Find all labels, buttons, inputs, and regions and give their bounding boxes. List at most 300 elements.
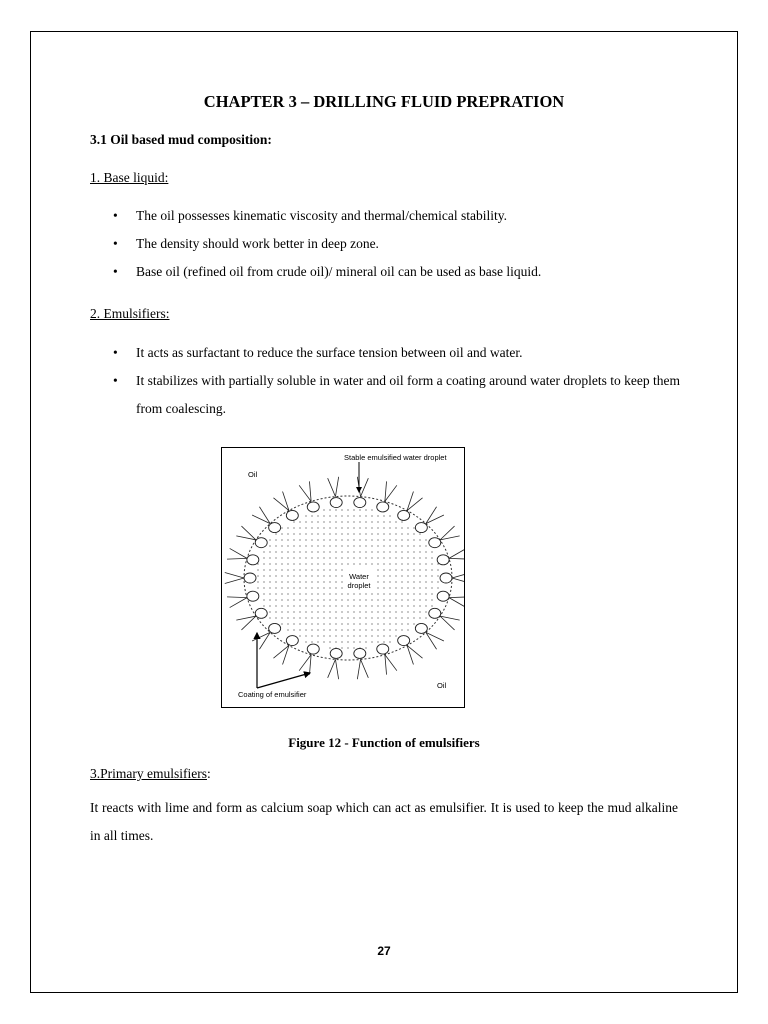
water-dot bbox=[317, 611, 318, 612]
water-dot bbox=[311, 575, 312, 576]
water-dot bbox=[371, 521, 372, 522]
water-dot bbox=[419, 539, 420, 540]
emulsifier-tail bbox=[225, 572, 244, 578]
water-dot bbox=[287, 539, 288, 540]
water-dot bbox=[419, 575, 420, 576]
water-dot bbox=[353, 629, 354, 630]
water-dot bbox=[299, 545, 300, 546]
water-dot bbox=[365, 533, 366, 534]
water-dot bbox=[389, 557, 390, 558]
water-dot bbox=[431, 605, 432, 606]
emulsifier-tail bbox=[227, 558, 247, 559]
water-dot bbox=[377, 629, 378, 630]
water-dot bbox=[431, 551, 432, 552]
water-dot bbox=[389, 623, 390, 624]
water-dot bbox=[383, 623, 384, 624]
water-dot bbox=[341, 527, 342, 528]
water-dot bbox=[305, 527, 306, 528]
water-dot bbox=[341, 581, 342, 582]
water-dot bbox=[287, 581, 288, 582]
water-dot bbox=[353, 557, 354, 558]
emulsifier-tail bbox=[440, 616, 460, 620]
water-dot bbox=[359, 509, 360, 510]
water-dot bbox=[383, 617, 384, 618]
water-dot bbox=[377, 641, 378, 642]
emulsifier-tail bbox=[309, 481, 311, 501]
water-dot bbox=[263, 557, 264, 558]
water-dot bbox=[275, 539, 276, 540]
water-dot bbox=[389, 545, 390, 546]
water-dot bbox=[365, 599, 366, 600]
water-dot bbox=[341, 641, 342, 642]
emulsifier-head bbox=[429, 538, 441, 548]
emulsifiers-bullet-1: It acts as surfactant to reduce the surface tension between oil and water. bbox=[136, 345, 523, 360]
water-dot bbox=[281, 575, 282, 576]
water-dot bbox=[401, 611, 402, 612]
water-dot bbox=[299, 533, 300, 534]
emulsifier-tail bbox=[230, 598, 247, 608]
water-dot bbox=[305, 533, 306, 534]
water-dot bbox=[371, 629, 372, 630]
water-dot bbox=[287, 587, 288, 588]
figure-label-coating: Coating of emulsifier bbox=[238, 690, 307, 699]
water-dot bbox=[287, 599, 288, 600]
water-dot bbox=[395, 629, 396, 630]
water-dot bbox=[275, 611, 276, 612]
water-dot bbox=[269, 611, 270, 612]
water-dot bbox=[365, 509, 366, 510]
water-dot bbox=[371, 557, 372, 558]
water-dot bbox=[323, 641, 324, 642]
water-dot bbox=[371, 509, 372, 510]
water-dot bbox=[293, 599, 294, 600]
water-dot bbox=[413, 527, 414, 528]
water-dot bbox=[359, 551, 360, 552]
water-dot bbox=[353, 617, 354, 618]
water-dot bbox=[383, 515, 384, 516]
water-dot bbox=[347, 599, 348, 600]
water-dot bbox=[317, 563, 318, 564]
water-dot bbox=[353, 521, 354, 522]
water-dot bbox=[335, 623, 336, 624]
water-dot bbox=[383, 533, 384, 534]
water-dot bbox=[317, 545, 318, 546]
water-dot bbox=[395, 581, 396, 582]
water-dot bbox=[275, 533, 276, 534]
water-dot bbox=[311, 641, 312, 642]
emulsifier-tail bbox=[385, 655, 397, 671]
water-dot bbox=[377, 635, 378, 636]
water-dot bbox=[311, 617, 312, 618]
water-dot bbox=[323, 599, 324, 600]
water-dot bbox=[335, 527, 336, 528]
water-dot bbox=[341, 599, 342, 600]
water-dot bbox=[413, 533, 414, 534]
water-dot bbox=[323, 539, 324, 540]
water-dot bbox=[383, 545, 384, 546]
water-dot bbox=[407, 539, 408, 540]
water-dot bbox=[287, 617, 288, 618]
water-dot bbox=[341, 605, 342, 606]
water-dot bbox=[395, 599, 396, 600]
water-dot bbox=[329, 581, 330, 582]
water-dot bbox=[347, 527, 348, 528]
water-dot bbox=[383, 521, 384, 522]
water-dot bbox=[359, 539, 360, 540]
water-dot bbox=[311, 623, 312, 624]
water-dot bbox=[305, 587, 306, 588]
water-dot bbox=[413, 611, 414, 612]
water-dot bbox=[347, 563, 348, 564]
emulsifier-head bbox=[286, 510, 298, 520]
water-dot bbox=[335, 641, 336, 642]
water-dot bbox=[401, 587, 402, 588]
water-dot bbox=[335, 605, 336, 606]
water-dot bbox=[311, 611, 312, 612]
water-dot bbox=[389, 611, 390, 612]
water-dot bbox=[407, 629, 408, 630]
water-dot bbox=[371, 599, 372, 600]
water-dot bbox=[335, 617, 336, 618]
water-dot bbox=[383, 593, 384, 594]
water-dot bbox=[401, 575, 402, 576]
water-dot bbox=[299, 629, 300, 630]
water-dot bbox=[353, 527, 354, 528]
water-dot bbox=[317, 599, 318, 600]
water-dot bbox=[329, 539, 330, 540]
water-dot bbox=[377, 569, 378, 570]
water-dot bbox=[293, 569, 294, 570]
water-dot bbox=[395, 611, 396, 612]
water-dot bbox=[359, 593, 360, 594]
water-dot bbox=[269, 599, 270, 600]
water-dot bbox=[383, 587, 384, 588]
water-dot bbox=[269, 557, 270, 558]
emulsifier-head bbox=[269, 623, 281, 633]
water-dot bbox=[371, 641, 372, 642]
water-dot bbox=[365, 635, 366, 636]
emulsifier-head bbox=[247, 555, 259, 565]
water-dot bbox=[329, 557, 330, 558]
water-dot bbox=[293, 587, 294, 588]
emulsifier-tail bbox=[241, 526, 255, 540]
water-dot bbox=[299, 527, 300, 528]
water-dot bbox=[365, 647, 366, 648]
water-dot bbox=[419, 593, 420, 594]
water-dot bbox=[365, 623, 366, 624]
water-dot bbox=[347, 593, 348, 594]
water-dot bbox=[431, 575, 432, 576]
water-dot bbox=[347, 521, 348, 522]
water-dot bbox=[383, 527, 384, 528]
water-dot bbox=[317, 533, 318, 534]
water-dot bbox=[395, 593, 396, 594]
emulsifier-tail bbox=[440, 616, 454, 630]
water-dot bbox=[419, 599, 420, 600]
water-dot bbox=[329, 545, 330, 546]
emulsifier-head bbox=[429, 608, 441, 618]
water-dot bbox=[359, 611, 360, 612]
water-dot bbox=[395, 623, 396, 624]
water-dot bbox=[281, 539, 282, 540]
water-dot bbox=[305, 539, 306, 540]
water-dot bbox=[425, 611, 426, 612]
water-dot bbox=[401, 539, 402, 540]
emulsifier-tail bbox=[309, 655, 311, 675]
water-dot bbox=[341, 635, 342, 636]
water-dot bbox=[341, 551, 342, 552]
water-dot bbox=[269, 605, 270, 606]
water-dot bbox=[335, 575, 336, 576]
water-dot bbox=[329, 629, 330, 630]
water-dot bbox=[281, 605, 282, 606]
water-dot bbox=[305, 629, 306, 630]
water-dot bbox=[317, 635, 318, 636]
water-dot bbox=[281, 593, 282, 594]
water-dot bbox=[305, 575, 306, 576]
primary-emulsifiers-colon: : bbox=[206, 766, 211, 781]
page-number: 27 bbox=[377, 944, 391, 958]
water-dot bbox=[323, 575, 324, 576]
water-dot bbox=[419, 569, 420, 570]
water-dot bbox=[293, 539, 294, 540]
water-dot bbox=[413, 581, 414, 582]
water-dot bbox=[293, 545, 294, 546]
water-dot bbox=[341, 521, 342, 522]
water-dot bbox=[305, 563, 306, 564]
section-heading: 3.1 Oil based mud composition: bbox=[90, 132, 272, 147]
water-dot bbox=[371, 551, 372, 552]
water-dot bbox=[371, 611, 372, 612]
water-dot bbox=[263, 605, 264, 606]
water-dot bbox=[359, 617, 360, 618]
water-dot bbox=[335, 581, 336, 582]
primary-emulsifiers-heading-wrap bbox=[90, 766, 211, 782]
water-dot bbox=[317, 527, 318, 528]
water-dot bbox=[419, 545, 420, 546]
water-dot bbox=[257, 569, 258, 570]
water-dot bbox=[299, 593, 300, 594]
water-dot bbox=[377, 605, 378, 606]
water-dot bbox=[419, 533, 420, 534]
water-dot bbox=[353, 539, 354, 540]
water-dot bbox=[377, 581, 378, 582]
water-dot bbox=[311, 557, 312, 558]
water-dot bbox=[293, 521, 294, 522]
water-dot bbox=[353, 593, 354, 594]
water-dot bbox=[317, 629, 318, 630]
water-dot bbox=[377, 563, 378, 564]
water-dot bbox=[269, 593, 270, 594]
water-dot bbox=[389, 551, 390, 552]
water-dot bbox=[281, 581, 282, 582]
water-dot bbox=[299, 539, 300, 540]
water-dot bbox=[437, 575, 438, 576]
water-dot bbox=[263, 569, 264, 570]
emulsifier-tail bbox=[361, 659, 369, 677]
water-dot bbox=[341, 593, 342, 594]
water-dot bbox=[335, 635, 336, 636]
water-dot bbox=[281, 563, 282, 564]
water-dot bbox=[341, 575, 342, 576]
water-dot bbox=[371, 635, 372, 636]
water-dot bbox=[425, 569, 426, 570]
water-dot bbox=[407, 533, 408, 534]
water-dot bbox=[407, 599, 408, 600]
water-dot bbox=[329, 641, 330, 642]
emulsifier-tail bbox=[335, 477, 338, 497]
water-dot bbox=[329, 593, 330, 594]
water-dot bbox=[299, 611, 300, 612]
water-dot bbox=[317, 587, 318, 588]
water-dot bbox=[311, 605, 312, 606]
water-dot bbox=[275, 605, 276, 606]
water-dot bbox=[269, 539, 270, 540]
water-dot bbox=[383, 563, 384, 564]
water-dot bbox=[305, 557, 306, 558]
water-dot bbox=[323, 563, 324, 564]
base-liquid-bullet-3: Base oil (refined oil from crude oil)/ mineral oil can be used as base liquid. bbox=[136, 264, 542, 279]
emulsifier-figure bbox=[221, 447, 465, 708]
water-dot bbox=[395, 545, 396, 546]
water-dot bbox=[413, 551, 414, 552]
water-dot bbox=[389, 629, 390, 630]
water-dot bbox=[347, 617, 348, 618]
emulsifier-head bbox=[244, 573, 256, 583]
emulsifier-tail bbox=[328, 478, 336, 496]
water-dot bbox=[275, 599, 276, 600]
bullet-marker: • bbox=[113, 264, 118, 279]
water-dot bbox=[311, 515, 312, 516]
water-dot bbox=[341, 563, 342, 564]
emulsifier-head bbox=[286, 636, 298, 646]
water-dot bbox=[329, 563, 330, 564]
water-dot bbox=[317, 581, 318, 582]
emulsifier-head bbox=[330, 498, 342, 508]
water-dot bbox=[425, 581, 426, 582]
water-dot bbox=[317, 617, 318, 618]
water-dot bbox=[425, 617, 426, 618]
water-dot bbox=[281, 587, 282, 588]
emulsifier-head bbox=[330, 648, 342, 658]
figure-label-top: Stable emulsified water droplet bbox=[344, 453, 447, 462]
water-dot bbox=[395, 569, 396, 570]
water-dot bbox=[323, 593, 324, 594]
water-dot bbox=[347, 551, 348, 552]
emulsifier-tail bbox=[299, 485, 311, 501]
water-dot bbox=[341, 611, 342, 612]
water-dot bbox=[257, 581, 258, 582]
water-dot bbox=[311, 545, 312, 546]
water-dot bbox=[371, 605, 372, 606]
coating-arrow-diag bbox=[257, 673, 310, 688]
water-dot bbox=[431, 557, 432, 558]
water-dot bbox=[407, 551, 408, 552]
water-dot bbox=[359, 527, 360, 528]
water-dot bbox=[431, 599, 432, 600]
water-dot bbox=[323, 629, 324, 630]
emulsifier-tail bbox=[440, 536, 460, 540]
water-dot bbox=[257, 587, 258, 588]
emulsifier-tail bbox=[449, 598, 464, 608]
water-dot bbox=[335, 539, 336, 540]
water-dot bbox=[389, 587, 390, 588]
water-dot bbox=[365, 557, 366, 558]
bullet-marker: • bbox=[113, 208, 118, 223]
water-dot bbox=[293, 611, 294, 612]
water-dot bbox=[311, 629, 312, 630]
water-dot bbox=[353, 623, 354, 624]
water-dot bbox=[419, 605, 420, 606]
water-dot bbox=[413, 599, 414, 600]
water-dot bbox=[341, 647, 342, 648]
water-dot bbox=[335, 569, 336, 570]
water-dot bbox=[347, 647, 348, 648]
water-dot bbox=[329, 623, 330, 624]
water-dot bbox=[377, 515, 378, 516]
water-dot bbox=[311, 551, 312, 552]
water-dot bbox=[269, 569, 270, 570]
water-dot bbox=[335, 515, 336, 516]
water-dot bbox=[341, 515, 342, 516]
water-dot bbox=[413, 587, 414, 588]
water-dot bbox=[425, 539, 426, 540]
water-dot bbox=[407, 623, 408, 624]
water-dot bbox=[353, 563, 354, 564]
water-dot bbox=[281, 599, 282, 600]
water-dot bbox=[341, 587, 342, 588]
emulsifier-head bbox=[255, 608, 267, 618]
emulsifier-head bbox=[437, 555, 449, 565]
water-dot bbox=[299, 623, 300, 624]
water-dot bbox=[389, 563, 390, 564]
water-dot bbox=[299, 521, 300, 522]
water-dot bbox=[305, 611, 306, 612]
water-dot bbox=[275, 581, 276, 582]
water-dot bbox=[287, 629, 288, 630]
water-dot bbox=[293, 593, 294, 594]
water-dot bbox=[287, 545, 288, 546]
emulsifier-tail bbox=[227, 597, 247, 598]
water-dot bbox=[335, 557, 336, 558]
water-dot bbox=[305, 515, 306, 516]
water-dot bbox=[305, 521, 306, 522]
water-dot bbox=[287, 533, 288, 534]
bullet-marker: • bbox=[113, 236, 118, 251]
water-dot bbox=[281, 557, 282, 558]
water-dot bbox=[335, 545, 336, 546]
water-dot bbox=[329, 611, 330, 612]
water-dot bbox=[335, 509, 336, 510]
water-dot bbox=[413, 617, 414, 618]
water-dot bbox=[389, 617, 390, 618]
water-dot bbox=[317, 557, 318, 558]
water-dot bbox=[419, 551, 420, 552]
water-dot bbox=[311, 587, 312, 588]
water-dot bbox=[341, 557, 342, 558]
water-dot bbox=[269, 545, 270, 546]
water-dot bbox=[299, 551, 300, 552]
emulsifier-head bbox=[440, 573, 452, 583]
emulsifier-tail bbox=[385, 481, 387, 501]
water-dot bbox=[389, 635, 390, 636]
water-dot bbox=[293, 563, 294, 564]
emulsifier-tail bbox=[241, 616, 255, 630]
water-dot bbox=[287, 593, 288, 594]
water-dot bbox=[413, 545, 414, 546]
emulsifier-head bbox=[415, 523, 427, 533]
water-dot bbox=[287, 563, 288, 564]
